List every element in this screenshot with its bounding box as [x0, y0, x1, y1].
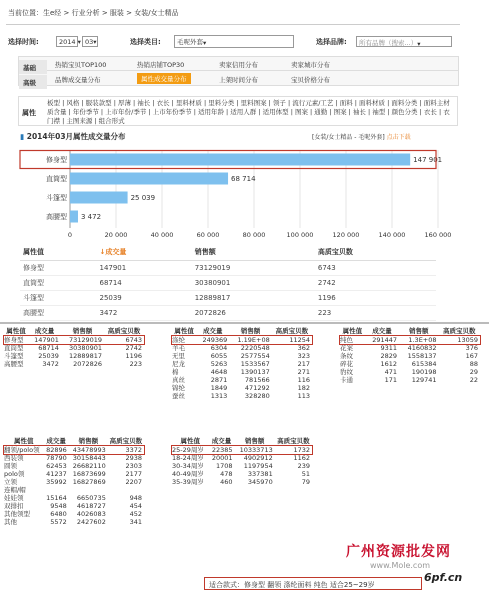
panel-cell: 452 [129, 510, 142, 518]
panel-header-cell: 属性值 [6, 327, 26, 335]
panel-cell: 修身型 [4, 336, 24, 344]
year-select[interactable]: 2014 ▾ [56, 36, 78, 47]
panel-cell: 460 [220, 478, 233, 486]
panel-cell [44, 486, 69, 494]
panel-cell: 4026083 [76, 510, 106, 518]
panel-cell: 2871 [210, 376, 228, 384]
panel-cell: 棉 [172, 368, 179, 376]
panel-table [340, 327, 480, 384]
panel-cell: 1162 [293, 454, 310, 462]
panel-row [172, 462, 312, 470]
panel-header-cell: 属性值 [180, 437, 201, 445]
panel-cell: 43478993 [72, 446, 106, 454]
panel-age [172, 437, 312, 486]
panel-cell: 1732 [293, 446, 310, 454]
panel-row [172, 336, 312, 344]
section-divider [0, 322, 489, 324]
nav-head-advanced: 高级 [19, 75, 47, 89]
panel-cell: 2577554 [240, 352, 270, 360]
panel-cell: 3472 [42, 360, 59, 368]
panel-cell: 6743 [125, 336, 142, 344]
panel-cell: 11254 [289, 336, 310, 344]
watermark-cn: 广州资源批发网 [346, 544, 451, 560]
table-cell: 2072826 [192, 305, 315, 320]
panel-cell: 249369 [202, 336, 228, 344]
x-tick-label: 100 000 [286, 231, 314, 239]
chart-subtitle: [女装/女士精品 - 毛呢外套] 点击下载 [312, 134, 411, 141]
panel-cell: 35992 [46, 478, 67, 486]
panel-cell: 341 [129, 518, 142, 526]
table-cell: 30380901 [192, 275, 315, 290]
table-row [20, 275, 436, 290]
panel-cell: 113 [297, 392, 310, 400]
panel-row [172, 470, 312, 478]
table-cell: 223 [315, 305, 436, 320]
panel-cell: 4618727 [76, 502, 106, 510]
panel-row [4, 486, 144, 494]
panel-cell: 29 [469, 368, 478, 376]
panel-cell: 1533567 [240, 360, 270, 368]
panel-cell: 129741 [411, 376, 437, 384]
panel-row [172, 454, 312, 462]
summary-box: 适合款式：修身型 翻领 涤纶面料 纯色 适合25~29岁 [204, 577, 422, 590]
x-tick-label: 120 000 [332, 231, 360, 239]
panel-cell: 1.19E+08 [237, 336, 270, 344]
panel-cell: 花案 [340, 344, 353, 352]
panel-cell: 卡通 [340, 376, 353, 384]
table-cell: 6743 [315, 260, 436, 275]
panel-table [4, 327, 144, 368]
table-cell: 3472 [96, 305, 191, 320]
panel-cell: 25-29周岁 [172, 446, 204, 454]
table-cell: 25039 [96, 290, 191, 305]
panel-header-cell: 成交量 [211, 437, 232, 445]
panel-cell: 2220548 [240, 344, 270, 352]
panel-cell: 25039 [38, 352, 59, 360]
panel-cell: 291447 [372, 336, 398, 344]
nav-head-basic: 基础 [19, 60, 47, 74]
chart-title: ▮ 2014年03月属性成交量分布 [20, 132, 126, 141]
panel-row [4, 470, 144, 478]
download-link[interactable]: 点击下载 [386, 134, 411, 141]
panel-cell: 纯色 [340, 336, 353, 344]
panel-cell: 35-39周岁 [172, 478, 204, 486]
panel-header-cell: 高质宝贝数 [443, 327, 476, 335]
panel-cell: 30158443 [72, 454, 106, 462]
panel-cell: 其他 [4, 518, 17, 526]
panel-header [4, 437, 144, 446]
nav-hot-shops[interactable]: 热销店铺TOP30 [137, 61, 185, 69]
analysis-nav [18, 56, 459, 86]
panel-header-cell: 成交量 [372, 327, 392, 335]
panel-cell: 1558137 [407, 352, 437, 360]
panel-header-cell: 高质宝贝数 [109, 437, 143, 445]
panel-cell: 471 [384, 368, 398, 376]
panel-row [4, 454, 144, 462]
panel-cell: 82896 [46, 446, 67, 454]
panel-cell: 30-34周岁 [172, 462, 204, 470]
panel-cell: 10333713 [239, 446, 273, 454]
panel-cell: 30380901 [68, 344, 103, 352]
panel-cell: 西装领 [4, 454, 24, 462]
panel-row [172, 376, 312, 384]
panel-cell: 娃娃领 [4, 494, 24, 502]
panel-row [4, 352, 144, 360]
panel-row [340, 352, 480, 360]
panel-cell: 116 [297, 376, 310, 384]
panel-cell: 6055 [210, 352, 228, 360]
panel-cell: 直筒型 [4, 344, 24, 352]
bar [70, 192, 128, 204]
panel-cell: 147901 [34, 336, 59, 344]
panel-cell: 40-49周岁 [172, 470, 204, 478]
panel-cell: 13059 [457, 336, 478, 344]
panel-cell: 高腰型 [4, 360, 24, 368]
panel-cell: 双排扣 [4, 502, 24, 510]
brand-search-input[interactable]: 所有品牌（搜索...） ▾ [356, 36, 452, 47]
panel-cell: 271 [297, 368, 310, 376]
bar [70, 211, 78, 223]
panel-cell: 3372 [125, 446, 142, 454]
nav-price-dist[interactable]: 宝贝价格分布 [291, 76, 330, 84]
panel-cell: 345970 [247, 478, 273, 486]
bar [70, 173, 228, 185]
table-cell: 修身型 [20, 260, 96, 275]
table-cell: 147901 [96, 260, 191, 275]
table-cell: 2742 [315, 275, 436, 290]
panel-cell: 16873699 [72, 470, 106, 478]
panel-cell: 26682110 [72, 462, 106, 470]
nav-listing-time[interactable]: 上架时间分布 [219, 76, 258, 84]
data-label: 25 039 [130, 194, 156, 202]
panel-cell: 6304 [210, 344, 228, 352]
panel-row [172, 384, 312, 392]
panel-cell: 190198 [411, 368, 437, 376]
panel-cell [108, 486, 144, 494]
panel-row [340, 344, 480, 352]
watermark-logo: 6pf.cn [424, 571, 463, 584]
panel-table [172, 437, 312, 486]
chart-icon: ▮ [20, 132, 27, 141]
panel-cell: 41237 [46, 470, 67, 478]
panel-cell: 1390137 [240, 368, 270, 376]
panel-cell: 9311 [380, 344, 398, 352]
data-label: 68 714 [231, 175, 256, 183]
panel-cell: 1849 [210, 384, 228, 392]
panel-header [172, 437, 312, 446]
panel-header-cell: 成交量 [34, 327, 55, 335]
panel-cell: 454 [129, 502, 142, 510]
panel-header [4, 327, 144, 336]
panel-cell: 2177 [125, 470, 142, 478]
panel-header-cell: 销售额 [78, 437, 99, 445]
nav-hot-items[interactable]: 热销宝贝TOP100 [55, 61, 107, 69]
brand-label: 选择品牌: [316, 38, 347, 46]
panel-header-cell: 属性值 [342, 327, 363, 335]
panel-cell: 4648 [210, 368, 228, 376]
panel-cell: 锦纶 [172, 384, 185, 392]
panel-material [172, 327, 312, 400]
panel-cell: 2938 [125, 454, 142, 462]
table-cell: 1196 [315, 290, 436, 305]
panel-cell: 圆领 [4, 462, 17, 470]
panel-cell: 79 [301, 478, 310, 486]
panel-row [4, 478, 144, 486]
panel-cell: 1708 [215, 462, 233, 470]
table-header [20, 245, 436, 260]
category-select[interactable]: 毛呢外套 ▾ [174, 35, 294, 48]
data-label: 147 901 [413, 156, 443, 164]
col-volume[interactable]: ↓成交量 [96, 245, 191, 260]
panel-cell: 2072826 [73, 360, 103, 368]
panel-cell: 立领 [4, 478, 17, 486]
attribute-options[interactable]: 板型 | 风格 | 服装款型 | 厚薄 | 袖长 | 衣长 | 里料材质 | 里料分类 | 里料图案 | 领子 | 流行元素/工艺 | 面料 | 面料材质 | 面料分类 | 面料主材质含量 | 年份季节 | 上市年份/季节 | 上市年份季节 | 适用年龄 | 适用人群 | 适用体型 | 图案 | 通勤 | 图案 | 袖长 | 袖型 | 颜色分类 | 衣长 | 衣门襟 | 主图来源 | 组合形式 [47, 99, 450, 125]
panel-header-cell: 销售额 [409, 327, 429, 335]
panel-cell: 5263 [210, 360, 228, 368]
panel-header-cell: 销售额 [244, 437, 265, 445]
col-attribute[interactable]: 属性值 [20, 245, 96, 260]
panel-row [172, 446, 312, 454]
panel-cell: 豹纹 [340, 368, 353, 376]
panel-cell: 2207 [125, 478, 142, 486]
panel-cell: 蚕丝 [172, 392, 185, 400]
bar [70, 154, 410, 166]
x-tick-label: 0 [67, 231, 73, 239]
header-divider [6, 24, 460, 25]
panel-cell: 翻领/polo领 [4, 446, 40, 454]
panel-cell: 4902912 [243, 454, 273, 462]
filter-bar [6, 34, 460, 50]
panel-cell: 239 [297, 462, 310, 470]
panel-cell: 1313 [210, 392, 228, 400]
panel-cell: 948 [129, 494, 142, 502]
panel-header-cell: 属性值 [174, 327, 194, 335]
panel-cell: 碎花 [340, 360, 353, 368]
panel-row [172, 352, 312, 360]
panel-row [4, 446, 144, 454]
nav-row-advanced [19, 72, 458, 86]
dropdown-icon: ▾ [203, 39, 207, 47]
panel-pattern [340, 327, 480, 384]
panel-cell: 18-24周岁 [172, 454, 204, 462]
panel-cell: 182 [297, 384, 310, 392]
panel-row [172, 392, 312, 400]
nav-brand-volume[interactable]: 品牌成交量分布 [55, 76, 101, 84]
data-label: 3 472 [80, 213, 102, 221]
panel-cell: 条纹 [340, 352, 353, 360]
panel-cell [69, 486, 108, 494]
panel-cell: 73129019 [68, 336, 103, 344]
panel-cell: 88 [469, 360, 478, 368]
table-cell: 68714 [96, 275, 191, 290]
attribute-bar-chart [18, 146, 458, 241]
panel-cell: 1.3E+08 [408, 336, 437, 344]
panel-header [340, 327, 480, 336]
panel-cell: 22 [469, 376, 478, 384]
panel-cell: 781566 [244, 376, 270, 384]
table-cell: 直筒型 [20, 275, 96, 290]
panel-cell: 羊毛 [172, 344, 185, 352]
panel-table [172, 327, 312, 400]
panel-cell: 171 [384, 376, 398, 384]
panel-header-cell: 成交量 [46, 437, 66, 445]
panel-header-cell: 高质宝贝数 [277, 437, 310, 445]
panel-cell: 51 [301, 470, 310, 478]
panel-cell: 217 [297, 360, 310, 368]
panel-collar [4, 437, 144, 526]
panel-cell: 362 [297, 344, 310, 352]
panel-row [172, 360, 312, 368]
table-row [20, 305, 436, 320]
panel-row [4, 336, 144, 344]
panel-cell: 4160832 [407, 344, 437, 352]
panel-cell: 12889817 [68, 352, 103, 360]
time-label: 选择时间: [8, 38, 39, 46]
panel-cell: 337381 [247, 470, 273, 478]
month-select[interactable]: 03▾ [82, 36, 98, 47]
panel-row [4, 510, 144, 518]
panel-cell: 9548 [50, 502, 67, 510]
y-tick-label: 直筒型 [46, 175, 67, 183]
panel-cell: 斗篷型 [4, 352, 24, 360]
panel-cell: 6650735 [76, 494, 106, 502]
attribute-label: 属性 [22, 109, 36, 117]
panel-cell: 尼龙 [172, 360, 185, 368]
panel-row [340, 336, 480, 344]
panel-row [172, 344, 312, 352]
x-tick-label: 140 000 [378, 231, 406, 239]
panel-cell: 1196 [125, 352, 142, 360]
table-cell: 12889817 [192, 290, 315, 305]
panel-row [4, 344, 144, 352]
panel-row [340, 360, 480, 368]
panel-cell: 68714 [38, 344, 59, 352]
panel-table [4, 437, 144, 526]
panel-header-cell: 成交量 [202, 327, 223, 335]
panel-header-cell: 属性值 [14, 437, 34, 445]
table-cell: 73129019 [192, 260, 315, 275]
panel-cell: 1197954 [243, 462, 273, 470]
panel-cell: 连帽/帽 [4, 486, 26, 494]
table-row [20, 290, 436, 305]
panel-cell: 167 [465, 352, 478, 360]
panel-cell: 其他领型 [4, 510, 30, 518]
panel-cell: 20001 [211, 454, 233, 462]
panel-cell: 223 [129, 360, 142, 368]
panel-row [4, 502, 144, 510]
col-sales[interactable]: 销售额 [192, 245, 315, 260]
x-tick-label: 80 000 [242, 231, 266, 239]
x-tick-label: 40 000 [150, 231, 174, 239]
panel-cell: 6480 [50, 510, 67, 518]
panel-cell: 16827869 [72, 478, 106, 486]
nav-seller-credit[interactable]: 卖家信用分布 [219, 61, 258, 69]
panel-cell: 涤纶 [172, 336, 185, 344]
panel-header-cell: 高质宝贝数 [107, 327, 141, 335]
panel-cell: 328280 [244, 392, 270, 400]
panel-header-cell: 高质宝贝数 [275, 327, 309, 335]
x-tick-label: 160 000 [424, 231, 452, 239]
panel-cell: 478 [220, 470, 233, 478]
panel-row [4, 360, 144, 368]
panel-row [172, 368, 312, 376]
y-tick-label: 高腰型 [46, 213, 67, 221]
panel-cell: 2427602 [76, 518, 106, 526]
table-row [20, 260, 436, 275]
panel-cell: 323 [297, 352, 310, 360]
sort-icon: ↓ [99, 248, 106, 257]
panel-cell: 15164 [46, 494, 67, 502]
dropdown-icon: ▾ [417, 40, 421, 48]
panel-cell: 22385 [211, 446, 233, 454]
y-tick-label: 斗篷型 [46, 194, 67, 202]
nav-seller-city[interactable]: 卖家城市分布 [291, 61, 330, 69]
x-tick-label: 60 000 [196, 231, 220, 239]
panel-row [340, 368, 480, 376]
attribute-selector [18, 96, 458, 126]
panel-cell: 2742 [125, 344, 142, 352]
panel-cell: 1612 [380, 360, 398, 368]
x-tick-label: 20 000 [104, 231, 128, 239]
nav-attribute-volume[interactable]: 属性成交量分布 [137, 73, 191, 84]
panel-row [4, 494, 144, 502]
y-tick-label: 修身型 [46, 156, 67, 164]
breadcrumb: 当前位置：生e经 > 行业分析 > 服装 > 女装/女士精品 [8, 9, 179, 17]
panel-cell: polo领 [4, 470, 25, 478]
panel-cell: 2303 [125, 462, 142, 470]
panel-cell: 62453 [46, 462, 67, 470]
panel-row [4, 462, 144, 470]
panel-cell: 真丝 [172, 376, 185, 384]
panel-cell: 376 [465, 344, 478, 352]
col-quality[interactable]: 高质宝贝数 [315, 245, 436, 260]
watermark-url: www.Mole.com [370, 561, 431, 570]
panel-cell: 615384 [411, 360, 437, 368]
panel-row [4, 518, 144, 526]
table-cell: 高腰型 [20, 305, 96, 320]
panel-header-cell: 销售额 [240, 327, 261, 335]
panel-header [172, 327, 312, 336]
panel-cell: 2829 [380, 352, 398, 360]
attribute-table [20, 245, 436, 321]
panel-fit-type [4, 327, 144, 368]
table-cell: 斗篷型 [20, 290, 96, 305]
panel-cell: 78790 [46, 454, 67, 462]
nav-row-basic [19, 57, 458, 71]
panel-row [172, 478, 312, 486]
panel-row [340, 376, 480, 384]
panel-cell: 5572 [50, 518, 67, 526]
panel-header-cell: 销售额 [72, 327, 93, 335]
panel-cell: 无里 [172, 352, 185, 360]
category-label: 选择类目: [130, 38, 161, 46]
panel-cell: 471292 [244, 384, 270, 392]
